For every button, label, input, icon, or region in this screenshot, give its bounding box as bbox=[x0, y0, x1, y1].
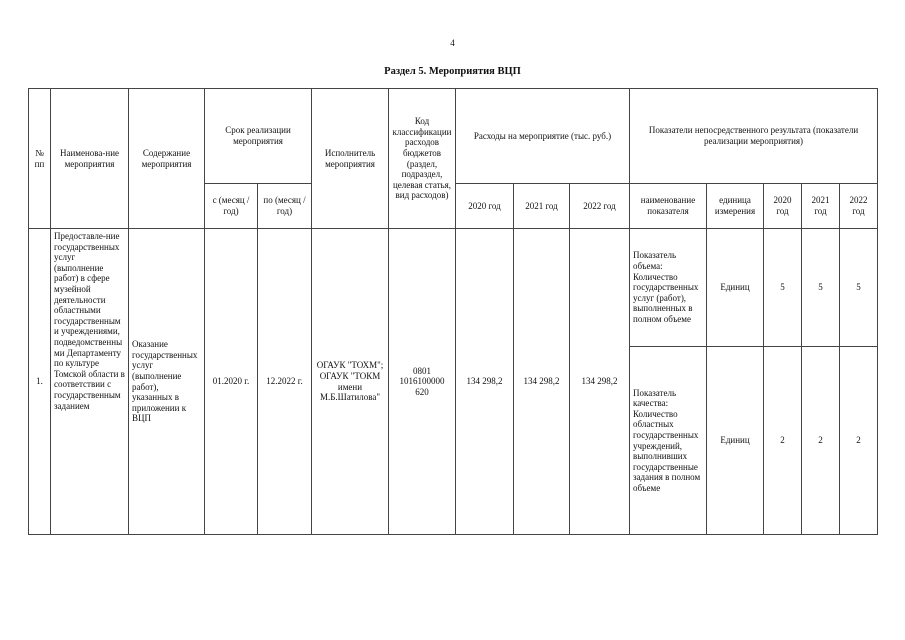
header-period-to: по (месяц /год) bbox=[258, 184, 312, 229]
header-period: Срок реализации мероприятия bbox=[205, 89, 312, 184]
indicator-2021: 5 bbox=[802, 229, 840, 347]
header-ind-2020: 2020 год bbox=[764, 184, 802, 229]
header-period-from: с (месяц /год) bbox=[205, 184, 258, 229]
row-executor: ОГАУК "ТОХМ"; ОГАУК "ТОКМ имени М.Б.Шатилова" bbox=[312, 229, 389, 535]
indicator-2022: 2 bbox=[840, 347, 878, 535]
page-number: 4 bbox=[450, 38, 455, 48]
indicator-2020: 2 bbox=[764, 347, 802, 535]
header-ind-name: наименование показателя bbox=[630, 184, 707, 229]
row-exp-2021: 134 298,2 bbox=[514, 229, 570, 535]
indicator-unit: Единиц bbox=[707, 229, 764, 347]
row-code: 0801 1016100000 620 bbox=[389, 229, 456, 535]
row-from: 01.2020 г. bbox=[205, 229, 258, 535]
header-expenses: Расходы на мероприятие (тыс. руб.) bbox=[456, 89, 630, 184]
indicator-name: Показатель объема: Количество государственных услуг (работ), выполненных в полном объеме bbox=[630, 229, 707, 347]
header-num: № пп bbox=[29, 89, 51, 229]
indicator-2021: 2 bbox=[802, 347, 840, 535]
indicator-unit: Единиц bbox=[707, 347, 764, 535]
header-exp-2022: 2022 год bbox=[570, 184, 630, 229]
indicator-2022: 5 bbox=[840, 229, 878, 347]
header-ind-2021: 2021 год bbox=[802, 184, 840, 229]
row-to: 12.2022 г. bbox=[258, 229, 312, 535]
row-exp-2020: 134 298,2 bbox=[456, 229, 514, 535]
row-num: 1. bbox=[29, 229, 51, 535]
section-title: Раздел 5. Мероприятия ВЦП bbox=[384, 66, 521, 77]
activities-table bbox=[28, 88, 878, 535]
row-exp-2022: 134 298,2 bbox=[570, 229, 630, 535]
header-exp-2021: 2021 год bbox=[514, 184, 570, 229]
row-name: Предоставле-ние государственных услуг (выполнение работ) в сфере музейной деятельности областными государственными учреждениями, подведомственными Департаменту по культуре Томской области в соответствии с государственным заданием bbox=[51, 229, 129, 535]
indicator-name: Показатель качества: Количество областных государственных учреждений, выполнивших государственные задания в полном объеме bbox=[630, 347, 707, 535]
row-content: Оказание государственных услуг (выполнение работ), указанных в приложении к ВЦП bbox=[129, 229, 205, 535]
header-code: Код классификации расходов бюджетов (раздел, подраздел, целевая статья, вид расходов) bbox=[389, 89, 456, 229]
header-executor: Исполнитель мероприятия bbox=[312, 89, 389, 229]
header-content: Содержание мероприятия bbox=[129, 89, 205, 229]
header-exp-2020: 2020 год bbox=[456, 184, 514, 229]
header-indicators: Показатели непосредственного результата (показатели реализации мероприятия) bbox=[630, 89, 878, 184]
header-ind-2022: 2022 год bbox=[840, 184, 878, 229]
indicator-2020: 5 bbox=[764, 229, 802, 347]
header-name: Наименова-ние мероприятия bbox=[51, 89, 129, 229]
header-ind-unit: единица измерения bbox=[707, 184, 764, 229]
